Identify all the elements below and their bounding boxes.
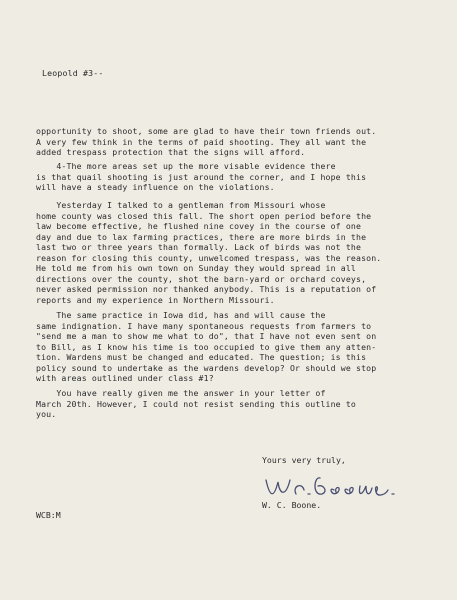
paragraph-3: [36, 200, 446, 305]
text-line: A very few think in the terms of paid shooting. They all want the: [36, 136, 367, 147]
typed-signature-name: W. C. Boone.: [262, 500, 322, 510]
text-line: with areas outlined under class #1?: [36, 373, 214, 383]
paragraph-5: [36, 388, 446, 420]
text-line: added trespass protection that the signs will afford.: [36, 147, 306, 157]
text-line: 4-The more areas set up the more visable evidence there: [36, 161, 336, 171]
text-line: reason for closing this county, unwelcomed trespass, was the reason.: [36, 252, 382, 263]
text-line: March 20th. However, I could not resist sending this outline to: [36, 398, 356, 409]
text-line: Yesterday I talked to a gentleman from Missouri whose: [36, 200, 326, 210]
paragraph-4: [36, 310, 446, 384]
text-line: you.: [36, 409, 57, 419]
text-line: opportunity to shoot, some are glad to have their town friends out.: [36, 126, 377, 136]
reference-initials: WCB:M: [36, 510, 61, 520]
text-line: tion. Wardens must be changed and educated. The question; is this: [36, 352, 367, 362]
text-line: The same practice in Iowa did, has and will cause the: [36, 310, 326, 320]
text-line: He told me from his own town on Sunday they would spread in all: [36, 263, 356, 273]
closing: Yours very truly,: [262, 455, 346, 465]
text-line: never asked permission nor thanked anybody. This is a reputation of: [36, 284, 377, 294]
page-header: Leopold #3--: [42, 68, 104, 78]
text-line: same indignation. I have many spontaneous requests from farmers to: [36, 320, 372, 331]
text-line: reports and my experience in Northern Missouri.: [36, 294, 275, 305]
text-line: last two or three years than formally. Lack of birds was not the: [36, 242, 362, 252]
text-line: to Bill, as I know his time is too occupied to give them any atten-: [36, 341, 377, 352]
text-line: You have really given me the answer in your letter of: [36, 388, 326, 398]
paragraph-2: [36, 161, 446, 193]
text-line: will have a steady influence on the violations.: [36, 182, 275, 192]
text-line: day and due to lax farming practices, there are more birds in the: [36, 231, 367, 242]
text-line: law become effective, he flushed nine covey in the course of one: [36, 221, 362, 231]
text-line: "send me a man to show me what to do", that I have not even sent on: [36, 331, 377, 341]
text-line: is that quail shooting is just around the corner, and I hope this: [36, 171, 367, 182]
text-line: policy sound to undertake as the wardens develop? Or should we stop: [36, 362, 377, 373]
text-line: directions over the county, shot the barn-yard or orchard coveys,: [36, 273, 367, 284]
text-line: home county was closed this fall. The short open period before the: [36, 210, 372, 221]
paragraph-1: [36, 126, 446, 158]
signature-graphic: [262, 472, 402, 502]
